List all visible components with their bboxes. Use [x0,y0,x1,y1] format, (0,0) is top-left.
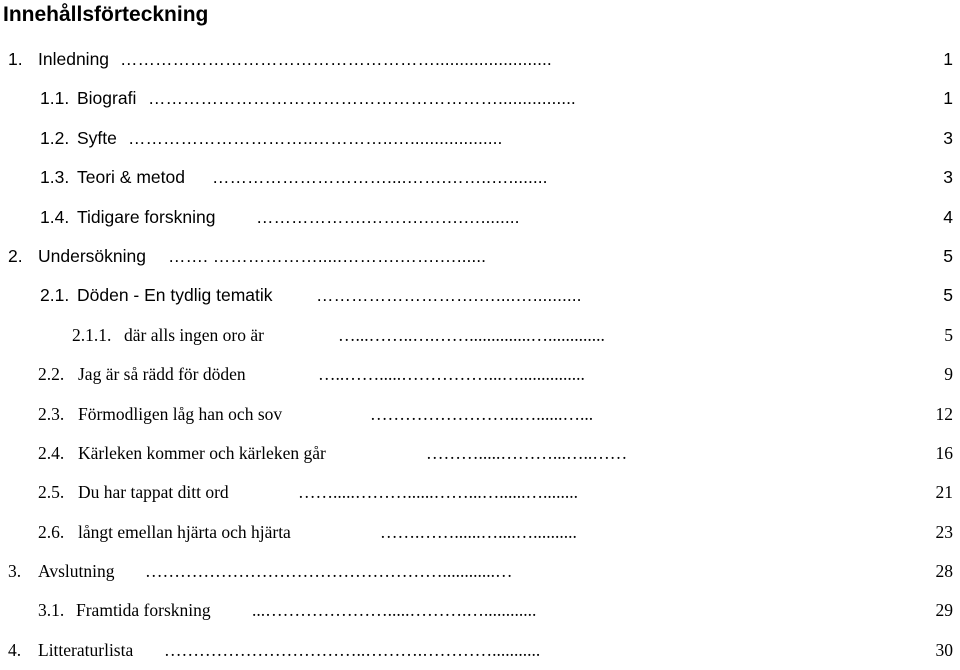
toc-entry-inledning[interactable] [0,40,960,79]
toc-entry-du-har-tappat[interactable] [0,473,960,512]
toc-entry-title: Jag är så rädd för döden [78,364,246,385]
toc-entry-leader: ……………………….…....….......... [316,285,582,306]
toc-entry-title: Kärleken kommer och kärleken går [78,442,326,463]
toc-entry-title: Syfte [77,127,117,148]
toc-entry-number: 2.5. [38,482,65,503]
toc-entry-leader: …………………………..…………..…................... [128,127,503,148]
toc-entry-page: 5 [943,285,953,306]
toc-entry-title: Avslutning [38,561,115,582]
toc-title: Innehållsförteckning [3,3,209,26]
toc-entry-page: 4 [943,206,953,227]
toc-entry-title: Teori & metod [77,167,185,188]
toc-entry-number: 2.1.1. [72,324,112,345]
toc-entry-leader: ……………………..…......…... [370,403,594,424]
toc-entry-leader: ……………………………..……….…………........... [164,639,541,660]
toc-entry-title: Inledning [38,49,110,69]
toc-entry-leader: ……………….……….…….…........ [256,206,520,227]
toc-entry-number: 1.3. [40,167,70,188]
toc-entry-karleken[interactable] [0,434,960,473]
toc-entry-avslutning[interactable] [0,552,960,591]
toc-entry-page: 21 [935,482,953,503]
toc-entry-page: 16 [935,442,953,463]
toc-entry-page: 1 [943,88,953,109]
toc-entry-title: långt emellan hjärta och hjärta [78,521,291,542]
toc-entry-page: 5 [943,245,953,266]
toc-entry-title: Du har tappat ditt ord [78,482,229,503]
toc-entry-leader: ...………………….....……….…............ [252,600,537,621]
toc-entry-leader: ……………………………………………………................ [148,88,576,109]
toc-entry-teori-metod[interactable] [0,158,960,197]
toc-entry-title: Tidigare forskning [77,206,216,227]
toc-entry-doden-tematik[interactable] [0,276,960,315]
toc-entry-page: 23 [935,521,953,542]
toc-entry-number: 2.1. [40,285,70,306]
toc-entry-number: 2.2. [38,364,65,385]
toc-entry-syfte[interactable] [0,119,960,158]
toc-entry-leader: ………………………………………………........................ [120,49,552,69]
toc-entry-number: 1.4. [40,206,70,227]
toc-entry-title: Litteraturlista [38,639,134,660]
toc-entry-page: 3 [943,167,953,188]
toc-entry-title: där alls ingen oro är [124,324,264,345]
toc-entry-leader: …..…….....……………...…............... [318,364,585,385]
toc-entry-langt-emellan[interactable] [0,513,960,552]
toc-entry-number: 3. [8,561,22,582]
toc-entry-number: 2.4. [38,442,65,463]
toc-entry-page: 30 [935,639,953,660]
toc-entry-page: 12 [935,403,953,424]
toc-entry-page: 28 [935,561,953,582]
toc-entry-formodligen[interactable] [0,395,960,434]
toc-entry-title: Förmodligen låg han och sov [78,403,283,424]
toc-entry-page: 5 [944,324,953,345]
toc-entry-undersokning[interactable] [0,237,960,276]
toc-entry-number: 2. [8,245,23,266]
toc-entry-dar-alls-ingen-oro[interactable] [0,316,960,355]
toc-entry-page: 29 [935,600,953,621]
toc-entry-number: 1. [8,49,23,69]
toc-entry-biografi[interactable] [0,79,960,118]
toc-entry-title: Undersökning [38,245,146,266]
toc-entry-title: Döden - En tydlig tematik [77,285,273,306]
toc-entry-number: 1.2. [40,127,70,148]
toc-entry-title: Framtida forskning [76,600,211,621]
toc-entry-leader: ……. ……………….....……….…….…...... [168,245,486,266]
toc-entry-leader: …….……......…....….......... [380,521,577,542]
toc-entry-number: 1.1. [40,88,70,109]
toc-entry-leader: …….....………......……...…......…........ [298,482,578,503]
toc-entry-leader: ……….....………...…..…… [426,442,628,463]
toc-entry-number: 3.1. [38,600,65,621]
toc-entry-title: Biografi [77,88,137,109]
toc-entry-page: 1 [943,49,953,69]
toc-entry-page: 3 [943,127,953,148]
toc-entry-litteraturlista[interactable] [0,631,960,670]
toc-entry-number: 4. [8,639,22,660]
toc-entry-framtida-forskning[interactable] [0,591,960,630]
toc-entry-leader: ……………………………………………............… [145,561,513,582]
toc-entry-jag-ar-sa-radd[interactable] [0,355,960,394]
toc-entry-number: 2.3. [38,403,65,424]
toc-entry-page: 9 [944,364,953,385]
toc-list [0,40,960,670]
toc-entry-leader: …...……..….……..............…............. [338,324,605,345]
toc-entry-number: 2.6. [38,521,65,542]
toc-entry-tidigare-forskning[interactable] [0,198,960,237]
toc-entry-leader: …………………………....…….……..…........ [212,167,548,188]
